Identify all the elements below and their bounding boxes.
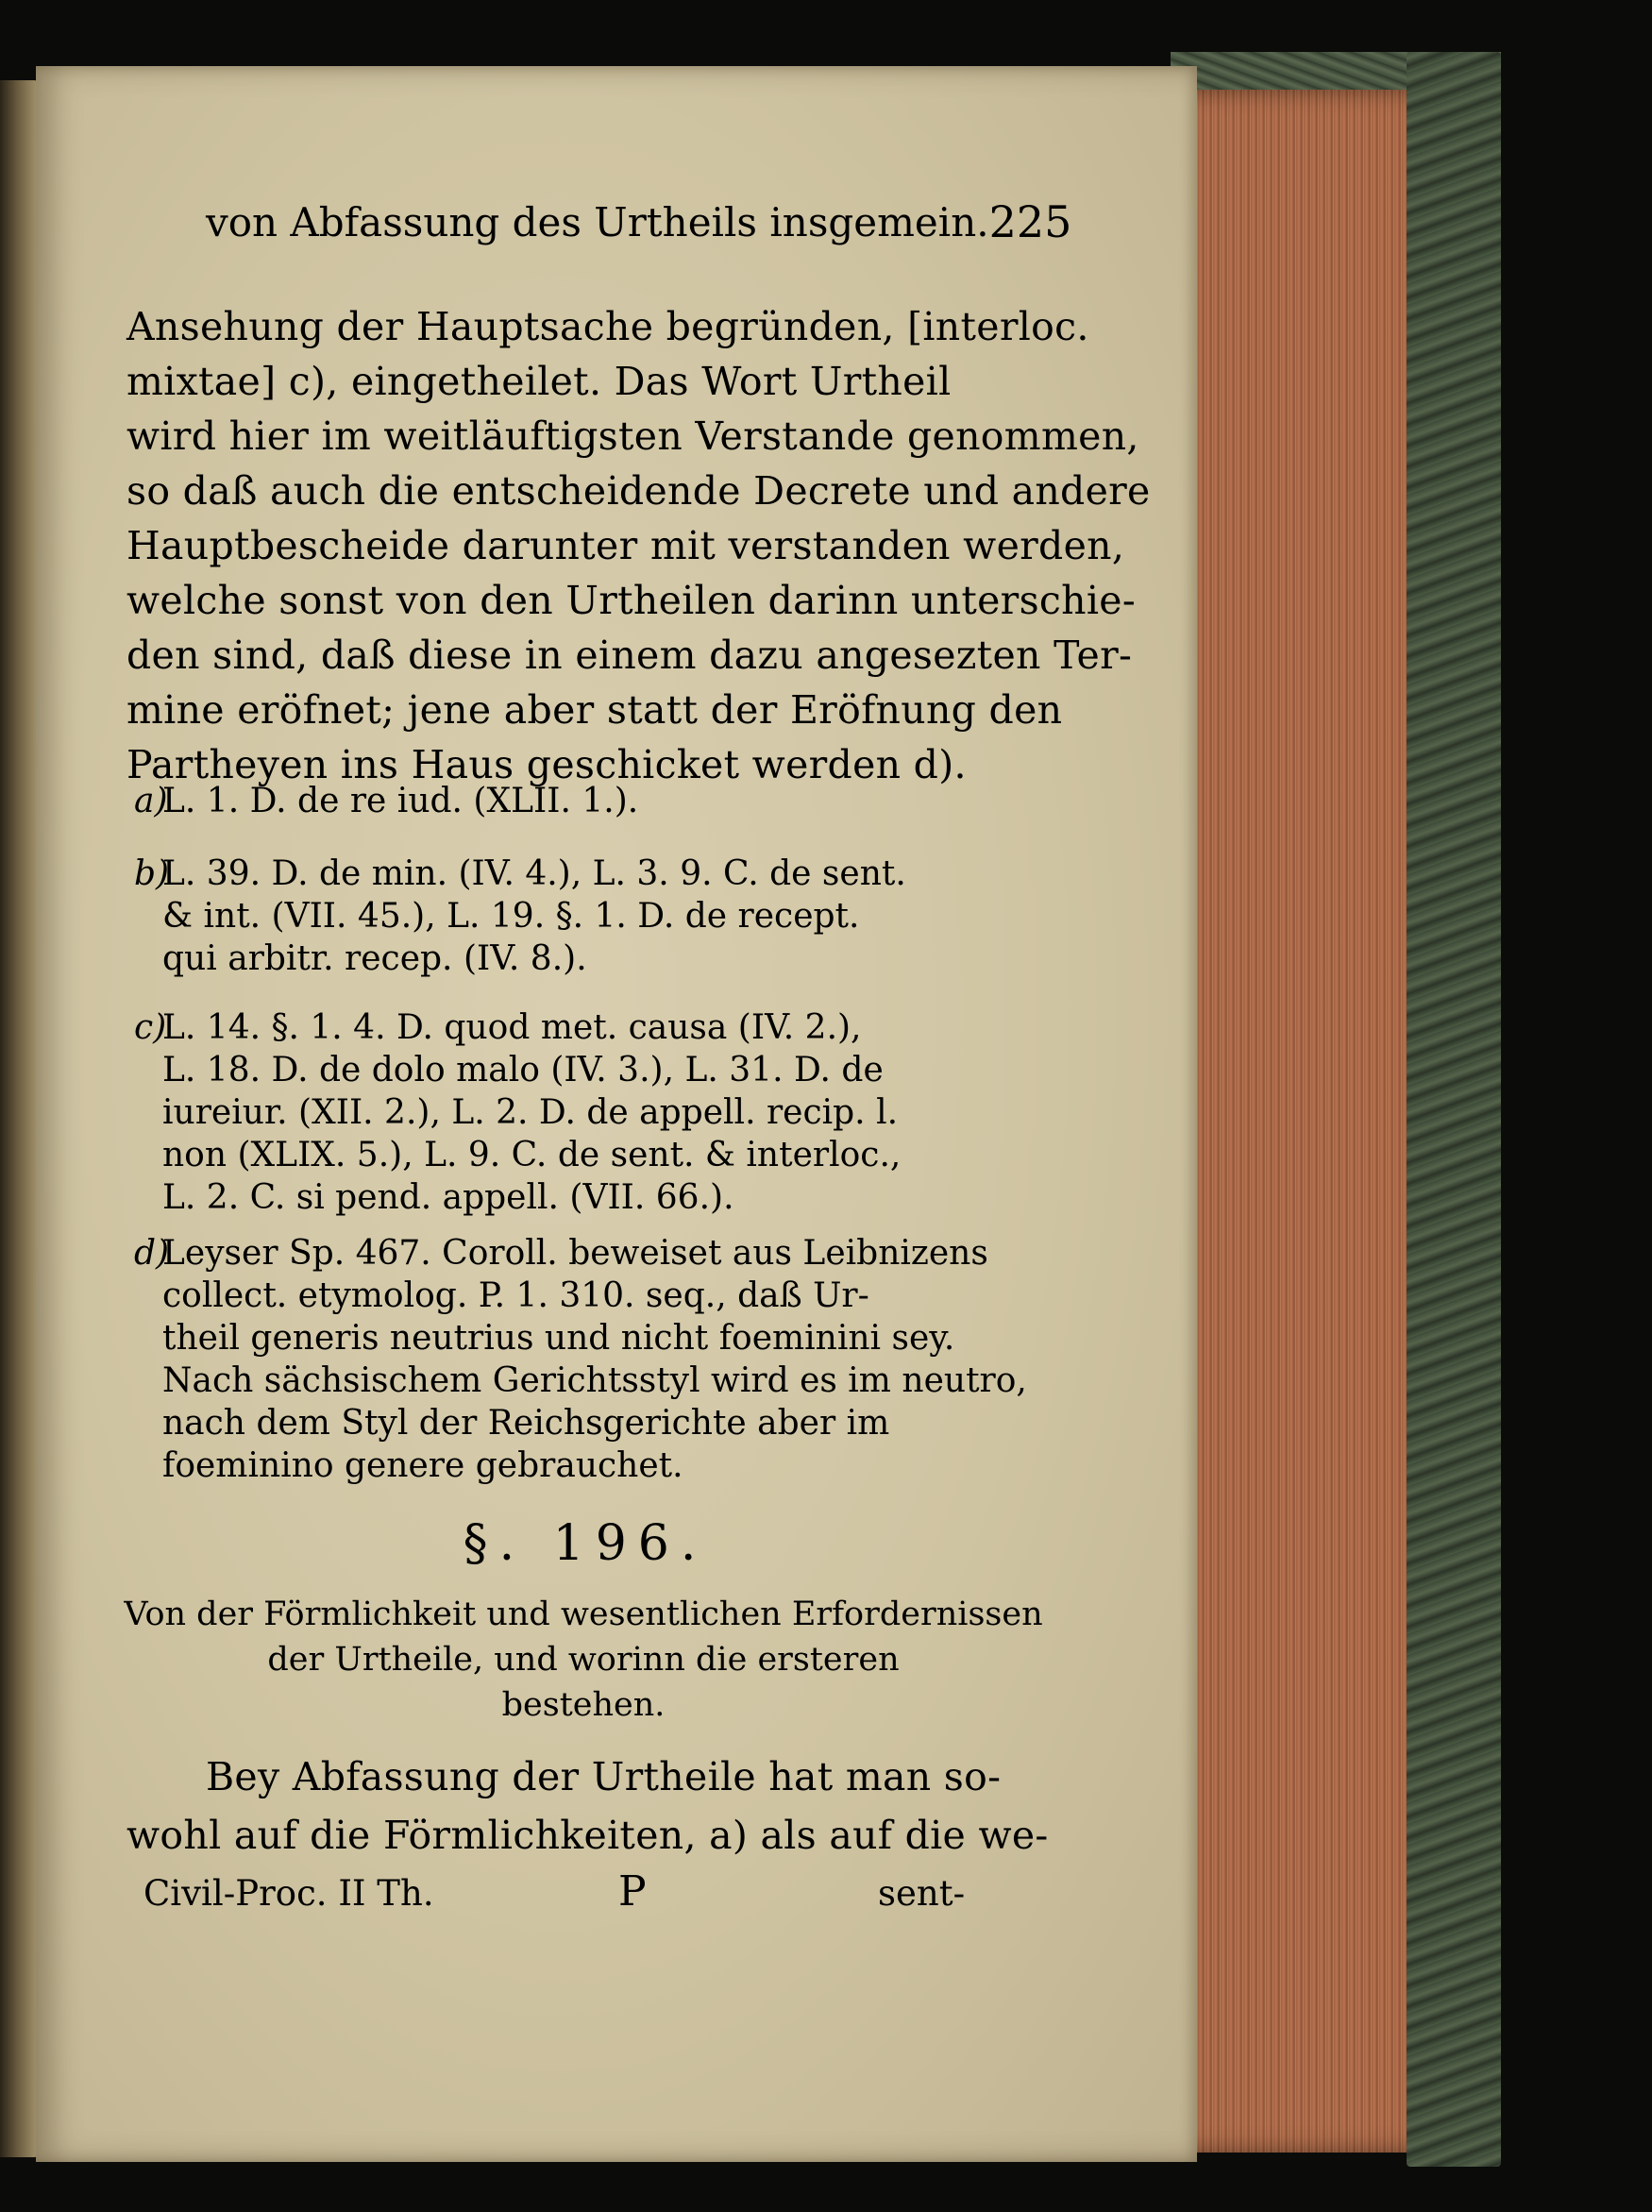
footnote-line: Nach sächsischem Gerichtsstyl wird es im neutro, [162, 1361, 1027, 1400]
body-line: mixtae] c), eingetheilet. Das Wort Urtheil [126, 359, 952, 404]
footnote-line: L. 39. D. de min. (IV. 4.), L. 3. 9. C. de sent. [162, 854, 906, 893]
footnote-line: qui arbitr. recep. (IV. 8.). [162, 939, 587, 978]
body-line: Partheyen ins Haus geschicket werden d). [126, 742, 967, 787]
footnote-line: collect. etymolog. P. 1. 310. seq., daß Ur- [162, 1276, 869, 1315]
section-title-line: Von der Förmlichkeit und wesentlichen Erfordernissen [124, 1596, 1043, 1633]
signature-mark: P [618, 1867, 647, 1916]
catchword: sent- [878, 1873, 966, 1914]
page-number: 225 [988, 196, 1072, 247]
footnote-line: L. 18. D. de dolo malo (IV. 3.), L. 31. D. de [162, 1051, 884, 1089]
footnote-line: foeminino genere gebrauchet. [162, 1446, 683, 1485]
section-title-line: bestehen. [501, 1686, 666, 1724]
footnote-line: Leyser Sp. 467. Coroll. beweiset aus Leibnizens [162, 1234, 988, 1273]
footnote-line: & int. (VII. 45.), L. 19. §. 1. D. de recept. [162, 897, 860, 936]
body-line: Hauptbescheide darunter mit verstanden werden, [126, 523, 1125, 568]
footnote-a [134, 782, 639, 820]
footnote-mark: c) [134, 1008, 167, 1047]
footnote-mark: a) [134, 782, 168, 820]
footnote-line: non (XLIX. 5.), L. 9. C. de sent. & interloc., [162, 1136, 902, 1174]
body-line: Ansehung der Hauptsache begründen, [interloc. [126, 304, 1089, 349]
book-cover-board [1407, 52, 1501, 2167]
footnote-line: L. 14. §. 1. 4. D. quod met. causa (IV. 2.), [162, 1008, 862, 1047]
section-number: §. 196. [463, 1515, 708, 1572]
footnote-line: iureiur. (XII. 2.), L. 2. D. de appell. recip. l. [162, 1093, 899, 1132]
footnote-mark: d) [134, 1234, 170, 1273]
body-line: so daß auch die entscheidende Decrete und andere [126, 468, 1151, 514]
footnote-line: nach dem Styl der Reichsgerichte aber im [162, 1404, 890, 1443]
footnote-c [134, 1008, 862, 1047]
body-line: wohl auf die Förmlichkeiten, a) als auf die we- [126, 1813, 1049, 1858]
section-title-line: der Urtheile, und worinn die ersteren [267, 1641, 900, 1679]
body-line: wird hier im weitläuftigsten Verstande genommen, [126, 414, 1139, 459]
body-line: Bey Abfassung der Urtheile hat man so- [206, 1754, 1002, 1799]
running-title: von Abfassung des Urtheils insgemein. [206, 198, 989, 245]
page-block-fore-edge [1175, 90, 1430, 2153]
body-line: den sind, daß diese in einem dazu angesezten Ter- [126, 633, 1133, 678]
running-header [206, 189, 1072, 255]
signature-left: Civil-Proc. II Th. [143, 1873, 434, 1914]
footnote-line: theil generis neutrius und nicht foeminini sey. [162, 1319, 955, 1358]
body-line: welche sonst von den Urtheilen darinn unterschie- [126, 578, 1137, 623]
footnote-b [134, 854, 906, 893]
footnote-mark: b) [134, 854, 170, 893]
footnote-line: L. 1. D. de re iud. (XLII. 1.). [162, 782, 639, 820]
body-line: mine eröfnet; jene aber statt der Eröfnung den [126, 687, 1063, 733]
footnote-d [134, 1234, 988, 1273]
left-page-edge [0, 80, 40, 2157]
footnote-line: L. 2. C. si pend. appell. (VII. 66.). [162, 1178, 734, 1217]
